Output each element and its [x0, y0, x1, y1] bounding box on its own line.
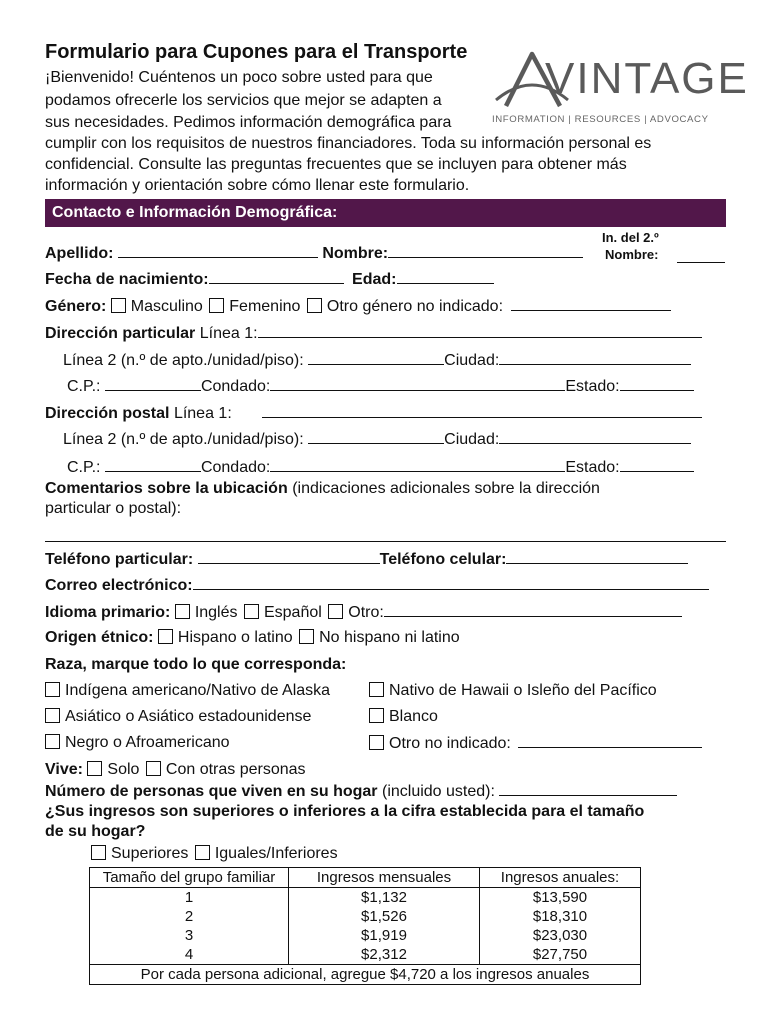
income-table — [89, 867, 641, 985]
hispanic-label: Hispano o latino — [177, 629, 293, 646]
income-below-label: Iguales/Inferiores — [214, 845, 338, 862]
income-question-2: de su hogar? — [45, 823, 146, 840]
section-title: Contacto e Información Demográfica: — [52, 204, 338, 221]
home-zip-label: C.P.: — [67, 378, 101, 395]
location-comments-label: Comentarios sobre la ubicación — [45, 480, 288, 497]
birthdate-label: Fecha de nacimiento: — [45, 271, 209, 288]
last-name-field[interactable] — [118, 242, 318, 258]
other-language-checkbox[interactable] — [328, 604, 343, 619]
lives-label: Vive: — [45, 761, 83, 778]
other-gender-label: Otro género no indicado: — [326, 298, 504, 315]
mail-city-field[interactable] — [499, 428, 691, 444]
mail-county-field[interactable] — [270, 456, 565, 472]
lives-with-others-label: Con otras personas — [165, 761, 306, 778]
section-header — [45, 199, 726, 227]
home-city-field[interactable] — [499, 349, 691, 365]
gender-label: Género: — [45, 298, 107, 315]
middle-initial-field[interactable] — [677, 247, 725, 263]
mail-zip-label: C.P.: — [67, 459, 101, 476]
table-cell: $23,030 — [480, 926, 641, 945]
table-cell: 4 — [90, 945, 289, 965]
home-city-label: Ciudad: — [444, 352, 500, 369]
table-row — [90, 926, 641, 945]
home-phone-field[interactable] — [198, 548, 380, 564]
non-hispanic-checkbox[interactable] — [299, 629, 314, 644]
table-header-row — [90, 868, 641, 888]
mail-line2-label: Línea 2 (n.º de apto./unidad/piso): — [63, 431, 304, 448]
male-label: Masculino — [130, 298, 203, 315]
home-line2-label: Línea 2 (n.º de apto./unidad/piso): — [63, 352, 304, 369]
english-label: Inglés — [194, 604, 238, 621]
table-cell: 1 — [90, 888, 289, 908]
mail-line1-field[interactable] — [262, 402, 702, 418]
income-below-checkbox[interactable] — [195, 845, 210, 860]
table-cell: $13,590 — [480, 888, 641, 908]
table-cell: $1,919 — [289, 926, 480, 945]
form-title: Formulario para Cupones para el Transporte — [45, 41, 468, 63]
race-other-field[interactable] — [518, 732, 702, 748]
logo-wordmark: VINTAGE — [545, 54, 749, 103]
other-gender-checkbox[interactable] — [307, 298, 322, 313]
intro-line: podamos ofrecerle los servicios que mejor se adapten a — [45, 92, 442, 109]
other-gender-field[interactable] — [511, 295, 671, 311]
intro-line: confidencial. Consulte las preguntas frecuentes que se incluyen para obtener más — [45, 156, 627, 173]
hispanic-checkbox[interactable] — [158, 629, 173, 644]
home-county-label: Condado: — [200, 378, 271, 395]
location-comments-desc: (indicaciones adicionales sobre la dirección — [292, 480, 600, 497]
last-name-label: Apellido: — [45, 245, 114, 262]
email-field[interactable] — [193, 574, 709, 590]
household-size-desc: (incluido usted): — [381, 783, 495, 800]
race-pacific-islander-label: Nativo de Hawaii o Isleño del Pacífico — [389, 682, 657, 699]
race-asian-label: Asiático o Asiático estadounidense — [65, 708, 312, 725]
mail-line1-label: Línea 1: — [173, 405, 232, 422]
table-header-cell: Ingresos anuales: — [480, 868, 641, 888]
table-cell: $18,310 — [480, 907, 641, 926]
mail-line2-field[interactable] — [308, 428, 444, 444]
mail-address-label: Dirección postal — [45, 405, 170, 422]
race-asian-checkbox[interactable] — [45, 708, 60, 723]
table-cell: $27,750 — [480, 945, 641, 965]
intro-line: cumplir con los requisitos de nuestros financiadores. Toda su información personal es — [45, 135, 652, 152]
home-line1-label: Línea 1: — [199, 325, 258, 342]
income-above-checkbox[interactable] — [91, 845, 106, 860]
table-header-cell: Tamaño del grupo familiar — [90, 868, 289, 888]
mail-state-label: Estado: — [565, 459, 620, 476]
mail-state-field[interactable] — [620, 456, 694, 472]
race-other-label: Otro no indicado: — [389, 735, 511, 752]
race-black-checkbox[interactable] — [45, 734, 60, 749]
first-name-field[interactable] — [388, 242, 583, 258]
ethnicity-label: Origen étnico: — [45, 629, 154, 646]
home-line1-field[interactable] — [258, 322, 702, 338]
female-label: Femenino — [229, 298, 301, 315]
home-state-field[interactable] — [620, 375, 694, 391]
home-state-label: Estado: — [565, 378, 620, 395]
intro-line: ¡Bienvenido! Cuéntenos un poco sobre usted para que — [45, 69, 433, 86]
lives-with-others-checkbox[interactable] — [146, 761, 161, 776]
household-size-label: Número de personas que viven en su hogar — [45, 783, 378, 800]
income-question: ¿Sus ingresos son superiores o inferiores a la cifra establecida para el tamaño — [45, 803, 645, 820]
non-hispanic-label: No hispano ni latino — [319, 629, 460, 646]
cell-phone-field[interactable] — [506, 548, 688, 564]
table-footer-note: Por cada persona adicional, agregue $4,720 a los ingresos anuales — [90, 965, 641, 985]
location-comments-field[interactable] — [45, 526, 726, 542]
lives-alone-checkbox[interactable] — [87, 761, 102, 776]
other-language-field[interactable] — [384, 601, 682, 617]
home-phone-label: Teléfono particular: — [45, 551, 194, 568]
race-white-checkbox[interactable] — [369, 708, 384, 723]
home-zip-field[interactable] — [105, 375, 201, 391]
race-black-label: Negro o Afroamericano — [65, 734, 230, 751]
table-footer-row — [90, 965, 641, 985]
table-row — [90, 907, 641, 926]
household-size-field[interactable] — [499, 780, 677, 796]
home-line2-field[interactable] — [308, 349, 444, 365]
other-language-label: Otro: — [348, 604, 384, 621]
first-name-label: Nombre: — [322, 245, 389, 262]
table-cell: 3 — [90, 926, 289, 945]
lives-alone-label: Solo — [107, 761, 140, 778]
male-checkbox[interactable] — [111, 298, 126, 313]
mail-city-label: Ciudad: — [444, 431, 500, 448]
intro-line: sus necesidades. Pedimos información demográfica para — [45, 114, 452, 131]
middle-initial-label: In. del 2.º — [602, 230, 659, 245]
table-row — [90, 945, 641, 965]
table-cell: 2 — [90, 907, 289, 926]
birthdate-field[interactable] — [209, 268, 344, 284]
race-native-american-label: Indígena americano/Nativo de Alaska — [65, 682, 331, 699]
race-label: Raza, marque todo lo que corresponda: — [45, 656, 347, 673]
race-other-checkbox[interactable] — [369, 735, 384, 750]
language-label: Idioma primario: — [45, 604, 171, 621]
intro-line: información y orientación sobre cómo llenar este formulario. — [45, 177, 470, 194]
race-native-american-checkbox[interactable] — [45, 682, 60, 697]
table-cell: $2,312 — [289, 945, 480, 965]
home-address-label: Dirección particular — [45, 325, 196, 342]
english-checkbox[interactable] — [175, 604, 190, 619]
email-label: Correo electrónico: — [45, 577, 193, 594]
logo-tagline: INFORMATION | RESOURCES | ADVOCACY — [492, 114, 709, 125]
location-comments-desc-2: particular o postal): — [45, 500, 182, 517]
race-pacific-islander-checkbox[interactable] — [369, 682, 384, 697]
table-row — [90, 888, 641, 908]
table-cell: $1,132 — [289, 888, 480, 908]
cell-phone-label: Teléfono celular: — [379, 551, 507, 568]
age-label: Edad: — [352, 271, 397, 288]
table-cell: $1,526 — [289, 907, 480, 926]
age-field[interactable] — [397, 268, 494, 284]
spanish-checkbox[interactable] — [244, 604, 259, 619]
income-above-label: Superiores — [111, 845, 189, 862]
race-white-label: Blanco — [389, 708, 438, 725]
female-checkbox[interactable] — [209, 298, 224, 313]
spanish-label: Español — [263, 604, 322, 621]
home-county-field[interactable] — [270, 375, 565, 391]
mail-zip-field[interactable] — [105, 456, 201, 472]
middle-initial-label-2: Nombre: — [605, 247, 659, 262]
table-header-cell: Ingresos mensuales — [289, 868, 480, 888]
mail-county-label: Condado: — [200, 459, 271, 476]
